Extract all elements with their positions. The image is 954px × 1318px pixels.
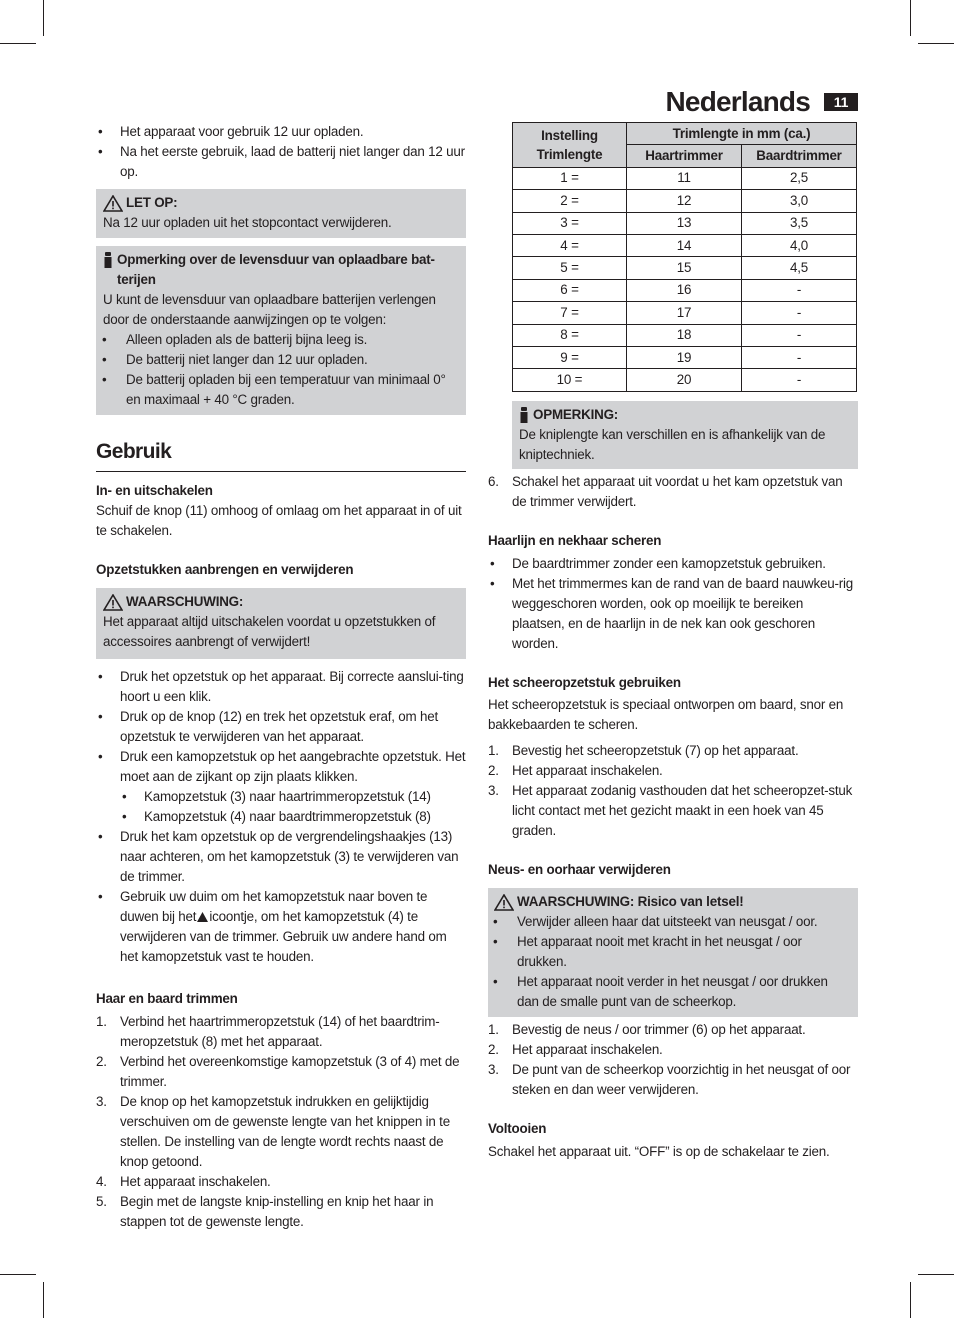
step-item [488, 1020, 858, 1040]
page-header [666, 86, 859, 118]
list-item: • Het apparaat voor gebruik 12 uur opladen. [96, 122, 466, 142]
step-text: De knop op het kamopzetstuk indrukken en gelijktijdig verschuiven om de gewenste lengte van het knippen in te stellen. De instelling van de lengte wordt rechts naast de knop getoond. [120, 1094, 450, 1169]
table-cell: 3 = [513, 212, 627, 234]
voltooien-text: Schakel het apparaat uit. “OFF” is op de schakelaar te zien. [488, 1143, 830, 1159]
step-text: Het apparaat inschakelen. [512, 762, 663, 778]
crop-mark [43, 1282, 44, 1318]
opzetstukken-heading: Opzetstukken aanbrengen en verwijderen [96, 562, 354, 577]
warning-icon [103, 195, 123, 212]
list-item [96, 747, 466, 827]
list-item-text: icoontje, om het kamopzetstuk (4) te verwijderen van de trimmer. Gebruik uw andere hand om het kamopzetstuk vast te houden. [120, 909, 447, 964]
crop-mark [43, 0, 44, 36]
table-cell: - [742, 369, 857, 391]
table-row [513, 369, 857, 391]
battery-note-title: Opmerking over de levensduur van oplaadbare bat-terijen [117, 252, 435, 287]
scheer-steps [488, 741, 858, 841]
battery-note-list [103, 330, 459, 410]
table-cell: 4,0 [742, 234, 857, 256]
list-item-text: Druk een kamopzetstuk op het aangebrachte opzetstuk. Het moet aan de zijkant op zijn plaats klikken. [120, 749, 466, 784]
step-text: Verbind het overeenkomstige kamopzetstuk (3 of 4) met de trimmer. [120, 1054, 460, 1089]
step-number: 1. [488, 742, 499, 758]
step-text: Het apparaat inschakelen. [512, 1041, 663, 1057]
step-item [488, 1040, 858, 1060]
let-op-title: LET OP: [126, 195, 178, 210]
crop-mark [918, 1274, 954, 1275]
haarlijn-heading: Haarlijn en nekhaar scheren [488, 532, 662, 548]
step-number: 4. [96, 1174, 107, 1189]
in-uit-text: Schuif de knop (11) omhoog of omlaag om het apparaat in of uit te schakelen. [96, 503, 462, 538]
warning-icon [103, 594, 123, 611]
step-item [488, 761, 858, 781]
table-cell: - [742, 302, 857, 324]
sub-list-item: • Kamopzetstuk (3) naar haartrimmeropzetstuk (14) [120, 787, 466, 807]
table-cell: 2,5 [742, 167, 857, 189]
step-number: 1. [488, 1021, 499, 1037]
table-cell: - [742, 346, 857, 368]
table-cell: 1 = [513, 167, 627, 189]
trim-length-table [512, 122, 857, 392]
table-row [513, 302, 857, 324]
list-item: • Het apparaat nooit verder in het neusgat / oor drukken dan de smalle punt van de scheerkop. [494, 972, 851, 1012]
step-number: 3. [488, 1061, 499, 1077]
section-title: Gebruik [96, 439, 466, 472]
left-column [96, 122, 466, 1232]
step-text: Bevestig de neus / oor trimmer (6) op het apparaat. [512, 1021, 806, 1037]
table-row [513, 279, 857, 301]
table-cell: 12 [627, 190, 742, 212]
step-item [488, 472, 858, 512]
warning-text: Het apparaat altijd uitschakelen voordat u opzetstukken of accessoires aanbrengt of verwijdert! [103, 614, 436, 649]
step-item [96, 1052, 466, 1092]
table-body [513, 167, 857, 391]
opzetstukken-list [96, 667, 466, 967]
table-cell: - [742, 324, 857, 346]
table-cell: 15 [627, 257, 742, 279]
opmerking-text: De kniplengte kan verschillen en is afhankelijk van de kniptechniek. [519, 426, 826, 462]
list-item: • Na het eerste gebruik, laad de batterij niet langer dan 12 uur op. [96, 142, 466, 182]
in-uit-heading: In- en uitschakelen [96, 483, 213, 498]
neus-steps [488, 1020, 858, 1100]
step-item [488, 1060, 858, 1100]
table-cell: - [742, 279, 857, 301]
table-header-group: Trimlengte in mm (ca.) [627, 123, 857, 145]
table-header-hair: Haartrimmer [627, 145, 742, 167]
table-cell: 10 = [513, 369, 627, 391]
table-row [513, 212, 857, 234]
table-row [513, 234, 857, 256]
warning-icon [494, 894, 514, 911]
info-icon [519, 407, 529, 424]
step6-list [488, 472, 858, 512]
step-number: 3. [488, 782, 499, 798]
step-number: 3. [96, 1094, 107, 1109]
crop-mark [910, 1282, 911, 1318]
step-text: De punt van de scheerkop voorzichtig in het neusgat of oor steken en dan weer verwijderen. [512, 1061, 851, 1097]
list-item: • De batterij niet langer dan 12 uur opladen. [103, 350, 459, 370]
page-number: 11 [824, 93, 858, 111]
step-number: 6. [488, 473, 499, 489]
table-cell: 4 = [513, 234, 627, 256]
sub-list [120, 787, 466, 827]
haarlijn-list [488, 554, 858, 654]
crop-mark [918, 43, 954, 44]
right-column [488, 122, 858, 1162]
trimmen-heading: Haar en baard trimmen [96, 991, 238, 1006]
table-cell: 6 = [513, 279, 627, 301]
list-item: • Druk op de knop (12) en trek het opzetstuk eraf, om het opzetstuk te verwijderen van het apparaat. [96, 707, 466, 747]
list-item [96, 887, 466, 967]
table-cell: 2 = [513, 190, 627, 212]
list-item: • Druk het opzetstuk op het apparaat. Bij correcte aanslui-ting hoort u een klik. [96, 667, 466, 707]
table-header-setting: Instelling Trimlengte [513, 123, 627, 168]
neus-warning-list [494, 912, 851, 1012]
voltooien-heading: Voltooien [488, 1120, 547, 1136]
step-text: Bevestig het scheeropzetstuk (7) op het apparaat. [512, 742, 799, 758]
list-item: • Met het trimmermes kan de rand van de baard nauwkeu-rig weggeschoren worden, ook op moeilijk te bereiken plaatsen, en de haarlijn in de nek kan ook geschoren worden. [488, 574, 858, 654]
step-number: 5. [96, 1194, 107, 1209]
step-item [488, 781, 858, 841]
battery-note-text: U kunt de levensduur van oplaadbare batterijen verlengen door de onderstaande aanwijzingen op te volgen: [103, 292, 436, 327]
let-op-text: Na 12 uur opladen uit het stopcontact verwijderen. [103, 215, 392, 230]
table-cell: 18 [627, 324, 742, 346]
table-cell: 3,5 [742, 212, 857, 234]
sub-list-item: • Kamopzetstuk (4) naar baardtrimmeropzetstuk (8) [120, 807, 466, 827]
list-item: • Het apparaat nooit met kracht in het neusgat / oor drukken. [494, 932, 851, 972]
crop-mark [0, 43, 36, 44]
table-cell: 9 = [513, 346, 627, 368]
table-cell: 5 = [513, 257, 627, 279]
warning-title: WAARSCHUWING: [126, 594, 244, 609]
list-item-text: Gebruik uw duim om het kamopzetstuk naar boven te duwen bij het [120, 889, 428, 924]
step-text: Verbind het haartrimmeropzetstuk (14) of het baardtrim-meropzetstuk (8) met het apparaat. [120, 1014, 440, 1049]
triangle-up-icon [197, 912, 208, 922]
step-text: Het apparaat inschakelen. [120, 1174, 271, 1189]
step-number: 2. [488, 762, 499, 778]
neus-heading: Neus- en oorhaar verwijderen [488, 861, 671, 877]
opmerking-title: OPMERKING: [533, 406, 619, 422]
table-cell: 17 [627, 302, 742, 324]
crop-mark [910, 0, 911, 36]
charge-list [96, 122, 466, 182]
list-item: • Alleen opladen als de batterij bijna leeg is. [103, 330, 459, 350]
table-cell: 7 = [513, 302, 627, 324]
table-row [513, 167, 857, 189]
table-cell: 19 [627, 346, 742, 368]
battery-note-box [96, 246, 466, 415]
step-number: 1. [96, 1014, 107, 1029]
table-row [513, 190, 857, 212]
step-item [96, 1012, 466, 1052]
table-row [513, 324, 857, 346]
table-row [513, 346, 857, 368]
table-cell: 16 [627, 279, 742, 301]
step-number: 2. [96, 1054, 107, 1069]
opzetstukken-warning-box [96, 588, 466, 659]
list-item: • Druk het kam opzetstuk op de vergrendelingshaakjes (13) naar achteren, om het kamopzetstuk (3) te verwijderen van de trimmer. [96, 827, 466, 887]
step-item [96, 1192, 466, 1232]
table-cell: 14 [627, 234, 742, 256]
table-cell: 8 = [513, 324, 627, 346]
trimmen-steps [96, 1012, 466, 1232]
table-header-beard: Baardtrimmer [742, 145, 857, 167]
list-item: • De baardtrimmer zonder een kamopzetstuk gebruiken. [488, 554, 858, 574]
step-text: Begin met de langste knip-instelling en knip het haar in stappen tot de gewenste lengte. [120, 1194, 434, 1229]
language-title: Nederlands [665, 86, 810, 117]
neus-warning-title: WAARSCHUWING: Risico van letsel! [517, 893, 744, 909]
list-item: • De batterij opladen bij een temperatuur van minimaal 0° en maximaal + 40 °C graden. [103, 370, 459, 410]
step-item [96, 1092, 466, 1172]
table-row [513, 257, 857, 279]
let-op-box [96, 189, 466, 238]
scheer-text: Het scheeropzetstuk is speciaal ontworpen om baard, snor en bakkebaarden te scheren. [488, 696, 844, 732]
info-icon [103, 252, 113, 269]
table-cell: 4,5 [742, 257, 857, 279]
step-number: 2. [488, 1041, 499, 1057]
step-item [488, 741, 858, 761]
table-cell: 3,0 [742, 190, 857, 212]
scheer-heading: Het scheeropzetstuk gebruiken [488, 674, 681, 690]
list-item: • Verwijder alleen haar dat uitsteekt van neusgat / oor. [494, 912, 851, 932]
crop-mark [0, 1274, 36, 1275]
step-text: Het apparaat zodanig vasthouden dat het scheeropzet-stuk licht contact met het gezicht maakt in een hoek van 45 graden. [512, 782, 853, 838]
table-cell: 20 [627, 369, 742, 391]
step-item [96, 1172, 466, 1192]
table-cell: 11 [627, 167, 742, 189]
step-text: Schakel het apparaat uit voordat u het kam opzetstuk van de trimmer verwijdert. [512, 473, 843, 509]
table-cell: 13 [627, 212, 742, 234]
neus-warning-box [488, 888, 858, 1017]
opmerking-box [512, 401, 858, 469]
